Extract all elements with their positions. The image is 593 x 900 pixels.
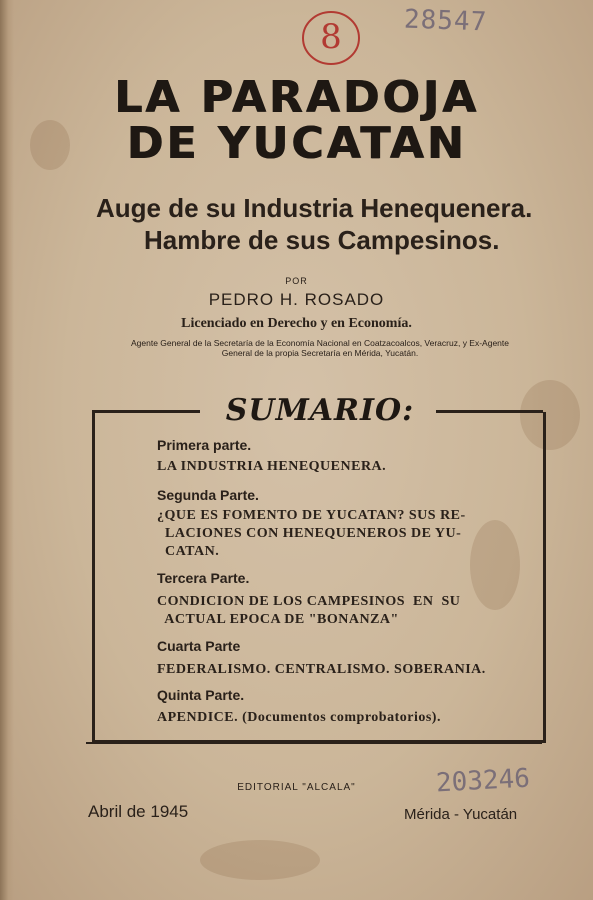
- publication-place: Mérida - Yucatán: [404, 806, 518, 823]
- section-body: APENDICE. (Documentos comprobatorios).: [157, 710, 441, 725]
- author-degree: Licenciado en Derecho y en Economía.: [181, 316, 412, 331]
- sumario-box-top-rule: [92, 410, 200, 413]
- paper-stain: [200, 840, 320, 880]
- section-body: LA INDUSTRIA HENEQUENERA.: [157, 459, 387, 474]
- handwritten-inventory-number: 203246: [435, 763, 531, 799]
- sumario-box-top-rule: [436, 410, 543, 413]
- author-name: PEDRO H. ROSADO: [208, 290, 385, 309]
- handwritten-circled-number: [300, 6, 362, 68]
- sumario-heading: SUMARIO:: [225, 393, 415, 428]
- section-label: Primera parte.: [157, 437, 252, 453]
- publication-date: Abril de 1945: [88, 802, 189, 821]
- sumario-box-bottom-rule: [86, 742, 542, 744]
- title-line-2: DE YUCATAN: [126, 118, 467, 169]
- handwritten-catalog-number: 28547: [403, 4, 488, 38]
- author-credit-line-2: General de la propia Secretaría en Mérida, Yucatán.: [221, 348, 419, 358]
- section-body: ¿QUE ES FOMENTO DE YUCATAN? SUS RE- LACIONES CON HENEQUENEROS DE YU- CATAN.: [157, 508, 466, 559]
- title-line-1: LA PARADOJA: [114, 72, 479, 123]
- section-label: Segunda Parte.: [157, 487, 259, 503]
- section-label: Tercera Parte.: [157, 570, 250, 586]
- publisher: EDITORIAL "ALCALA": [237, 782, 356, 793]
- author-credit-line-1: Agente General de la Secretaría de la Economía Nacional en Coatzacoalcos, Veracruz, y Ex-Agente: [131, 338, 509, 348]
- section-body: CONDICION DE LOS CAMPESINOS EN SU ACTUAL EPOCA DE "BONANZA": [157, 594, 461, 627]
- circled-number-text: 8: [320, 17, 342, 57]
- section-label: Cuarta Parte: [157, 638, 241, 654]
- section-body: FEDERALISMO. CENTRALISMO. SOBERANIA.: [157, 662, 486, 677]
- section-label: Quinta Parte.: [157, 687, 245, 703]
- byline-por: POR: [285, 276, 308, 286]
- author-credit: [90, 338, 550, 358]
- subtitle-line-2: Hambre de sus Campesinos.: [144, 225, 500, 255]
- subtitle-line-1: Auge de su Industria Henequenera.: [96, 193, 533, 223]
